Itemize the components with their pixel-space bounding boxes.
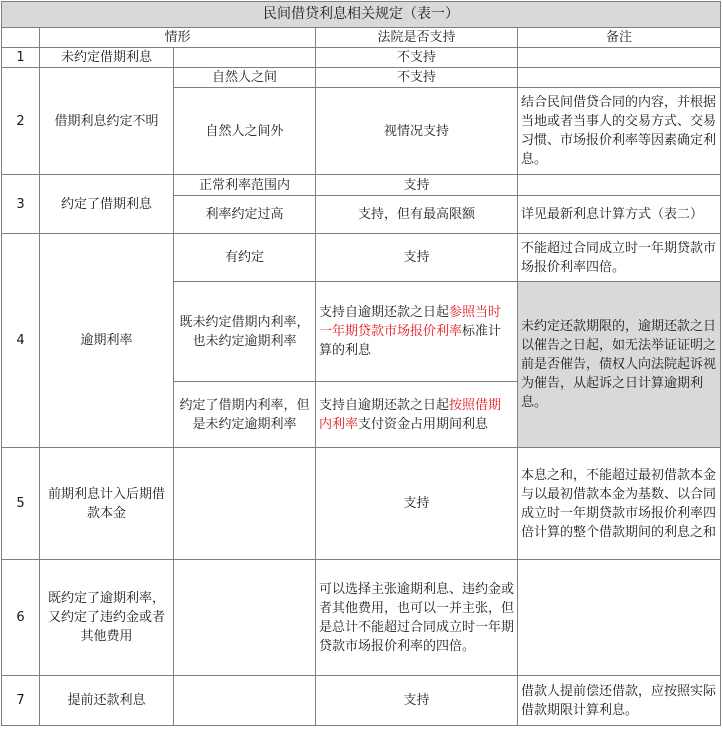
row-3a-condition[interactable]: 正常利率范围内 [174,175,316,196]
row-4b-support-pre: 支持自逾期还款之日起 [319,305,450,320]
row-5-no[interactable]: 5 [2,448,40,560]
row-7-situation[interactable]: 提前还款利息 [40,676,174,726]
row-6-remark[interactable] [518,560,721,676]
row-3b-remark[interactable]: 详见最新利息计算方式（表二） [518,196,721,234]
row-2-no[interactable]: 2 [2,68,40,175]
row-5-remark[interactable]: 本息之和，不能超过最初借款本金与以最初借款本金为基数、以合同成立时一年期贷款市场报价利率四倍计算的整个借款期间的利息之和 [518,448,721,560]
row-7-condition[interactable] [174,676,316,726]
row-4c-condition[interactable]: 约定了借期内利率，但是未约定逾期利率 [174,382,316,448]
row-6-situation[interactable]: 既约定了逾期利率，又约定了违约金或者其他费用 [40,560,174,676]
row-2b-condition[interactable]: 自然人之间外 [174,88,316,175]
row-3b-condition[interactable]: 利率约定过高 [174,196,316,234]
header-situation[interactable]: 情形 [40,28,316,48]
row-1-support[interactable]: 不支持 [316,48,518,68]
row-4c-support-post: 支付资金占用期间利息 [358,416,489,432]
row-2-remark[interactable]: 结合民间借贷合同的内容，并根据当地或者当事人的交易方式、交易习惯、市场报价利率等因素确定利息。 [518,88,721,175]
row-5-support[interactable]: 支持 [316,448,518,560]
row-3a-remark[interactable] [518,175,721,196]
row-3b-support[interactable]: 支持，但有最高限额 [316,196,518,234]
row-7-no[interactable]: 7 [2,676,40,726]
row-2a-support[interactable]: 不支持 [316,68,518,88]
row-7-remark[interactable]: 借款人提前偿还借款，应按照实际借款期限计算利息。 [518,676,721,726]
row-4b-support[interactable] [316,282,518,382]
row-5-situation[interactable]: 前期利息计入后期借款本金 [40,448,174,560]
row-3-no[interactable]: 3 [2,175,40,234]
row-4a-remark[interactable]: 不能超过合同成立时一年期贷款市场报价利率四倍。 [518,234,721,282]
row-1-situation[interactable]: 未约定借期利息 [40,48,174,68]
row-7-support[interactable]: 支持 [316,676,518,726]
row-2-situation[interactable]: 借期利息约定不明 [40,68,174,175]
row-4b-condition[interactable]: 既未约定借期内利率，也未约定逾期利率 [174,282,316,382]
row-1-remark[interactable] [518,48,721,68]
row-4-situation[interactable]: 逾期利率 [40,234,174,448]
row-4b-support-highlight: 参照当时一年期贷款市场报价利率 [319,305,502,339]
row-4-merged-remark[interactable]: 未约定还款期限的，逾期还款之日以催告之日起，如无法举证证明之前是否催告，债权人向法院起诉视为催告，从起诉之日计算逾期利息。 [518,282,721,448]
row-3-situation[interactable]: 约定了借期利息 [40,175,174,234]
row-4b-support-post: 标准计算的利息 [319,324,502,358]
regulation-table [1,1,721,726]
row-4-no[interactable]: 4 [2,234,40,448]
row-4c-support-highlight: 按照借期内利率 [319,397,502,432]
row-1-no[interactable]: 1 [2,48,40,68]
header-remarks[interactable]: 备注 [518,28,721,48]
row-1-condition[interactable] [174,48,316,68]
table-title[interactable]: 民间借贷利息相关规定（表一） [2,2,721,28]
row-2b-support[interactable]: 视情况支持 [316,88,518,175]
row-4a-condition[interactable]: 有约定 [174,234,316,282]
header-court-support[interactable]: 法院是否支持 [316,28,518,48]
row-2a-condition[interactable]: 自然人之间 [174,68,316,88]
row-4c-support-pre: 支持自逾期还款之日起 [319,397,450,413]
row-5-condition[interactable] [174,448,316,560]
row-4c-support[interactable] [316,382,518,448]
row-6-condition[interactable] [174,560,316,676]
row-4a-support[interactable]: 支持 [316,234,518,282]
header-no-cell[interactable] [2,28,40,48]
row-2a-remark[interactable] [518,68,721,88]
row-6-support[interactable]: 可以选择主张逾期利息、违约金或者其他费用，也可以一并主张，但是总计不能超过合同成立时一年期贷款市场报价利率的四倍。 [316,560,518,676]
row-6-no[interactable]: 6 [2,560,40,676]
row-3a-support[interactable]: 支持 [316,175,518,196]
